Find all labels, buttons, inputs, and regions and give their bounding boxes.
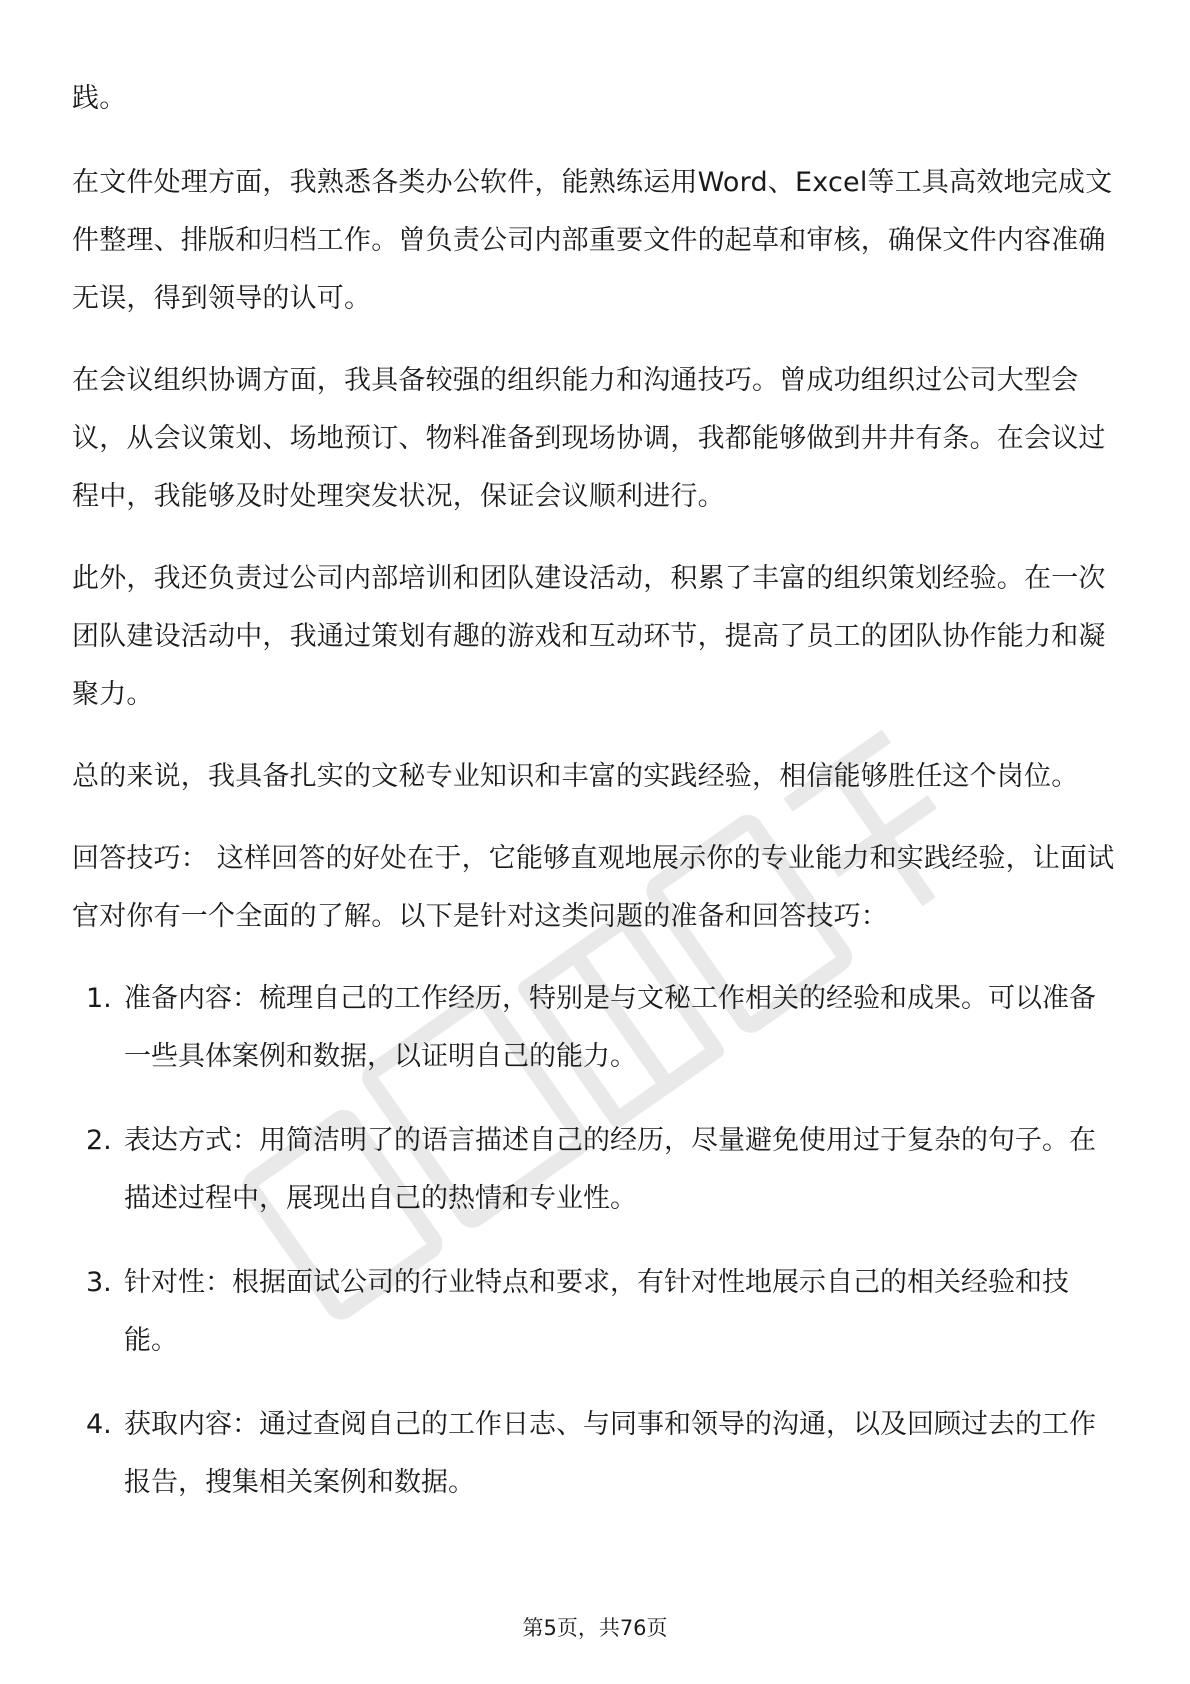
page-footer: 第5页，共76页 <box>522 1616 668 1640</box>
paragraph-meeting-coordination: 在会议组织协调方面，我具备较强的组织能力和沟通技巧。曾成功组织过公司大型会议，从会议策划、场地预订、物料准备到现场协调，我都能够做到井井有条。在会议过程中，我能够及时处理突发状况，保证会议顺利进行。 <box>72 365 1106 512</box>
list-item <box>72 1396 1122 1512</box>
paragraph-training-activities: 此外，我还负责过公司内部培训和团队建设活动，积累了丰富的组织策划经验。在一次团队建设活动中，我通过策划有趣的游戏和互动环节，提高了员工的团队协作能力和凝聚力。 <box>72 563 1106 710</box>
document-body <box>72 70 1122 1538</box>
list-item-number: 3. <box>86 1267 112 1298</box>
tips-list <box>72 970 1122 1512</box>
list-item-text: 表达方式：用简洁明了的语言描述自己的经历，尽量避免使用过于复杂的句子。在描述过程中，展现出自己的热情和专业性。 <box>124 1125 1096 1214</box>
list-item <box>72 1254 1122 1370</box>
list-item-number: 2. <box>86 1125 112 1156</box>
list-item-text: 获取内容：通过查阅自己的工作日志、与同事和领导的沟通，以及回顾过去的工作报告，搜集相关案例和数据。 <box>124 1409 1096 1498</box>
paragraph-answer-tips: 回答技巧： 这样回答的好处在于，它能够直观地展示你的专业能力和实践经验，让面试官对你有一个全面的了解。以下是针对这类问题的准备和回答技巧： <box>72 843 1115 932</box>
list-item <box>72 1112 1122 1228</box>
paragraph-continuation: 践。 <box>72 83 127 114</box>
paragraph-summary: 总的来说，我具备扎实的文秘专业知识和丰富的实践经验，相信能够胜任这个岗位。 <box>72 761 1079 792</box>
list-item <box>72 970 1122 1086</box>
list-item-number: 1. <box>86 983 112 1014</box>
paragraph-document-handling: 在文件处理方面，我熟悉各类办公软件，能熟练运用Word、Excel等工具高效地完成文件整理、排版和归档工作。曾负责公司内部重要文件的起草和审核，确保文件内容准确无误，得到领导的认可。 <box>72 167 1113 314</box>
list-item-text: 准备内容：梳理自己的工作经历，特别是与文秘工作相关的经验和成果。可以准备一些具体案例和数据，以证明自己的能力。 <box>124 983 1096 1072</box>
list-item-number: 4. <box>86 1409 112 1440</box>
list-item-text: 针对性：根据面试公司的行业特点和要求，有针对性地展示自己的相关经验和技能。 <box>124 1267 1069 1356</box>
